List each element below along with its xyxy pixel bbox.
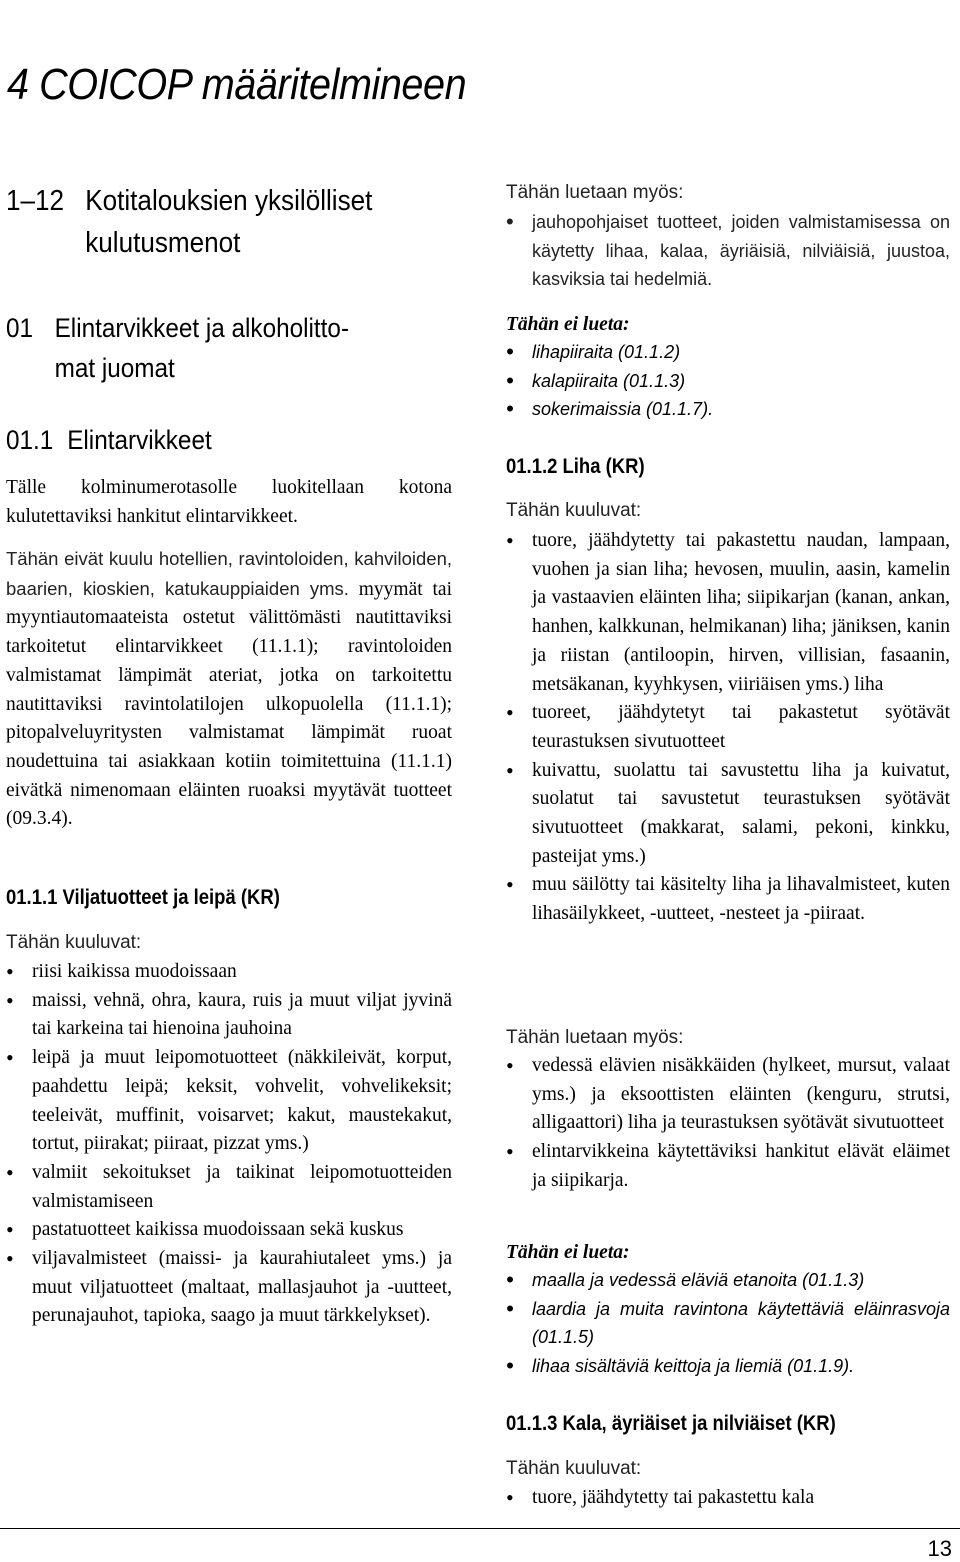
excludes-label: Tähän ei lueta: <box>506 314 630 335</box>
heading-number: 1–12 <box>6 185 65 217</box>
excludes-list <box>506 338 950 424</box>
list-item: • elintarvikkeina käytettäviksi hankitut elävät eläimet ja siipikarja. <box>506 1138 950 1195</box>
also-label: Tähän luetaan myös: <box>506 182 684 203</box>
footer-rule <box>0 1528 960 1529</box>
chapter-title: 4 COICOP määritelmineen <box>7 60 467 109</box>
list-item: • kuivattu, suolattu tai savustettu liha ja kuivatut, suolatut tai savustetut teurastuksen syötävät sivutuotteet (makkarat, salami, pekoni, kinkku, pasteijat yms.) <box>506 757 950 872</box>
heading-1-12 <box>6 180 372 264</box>
includes-list <box>506 527 950 929</box>
includes-label: Tähän kuuluvat: <box>6 932 142 953</box>
heading-01-1 <box>6 420 212 460</box>
list-item: • maalla ja vedessä eläviä etanoita (01.1.3) <box>506 1266 950 1295</box>
includes-list <box>506 1484 950 1513</box>
heading-text-cont: mat juomat <box>54 353 175 383</box>
heading-text: Kotitalouksien yksilölliset <box>85 185 373 217</box>
list-item: • tuoreet, jäähdytetyt tai pakastetut syötävät teurastuksen sivutuotteet <box>506 699 950 756</box>
also-label: Tähän luetaan myös: <box>506 1027 684 1048</box>
includes-label: Tähän kuuluvat: <box>506 1458 642 1479</box>
section-title-01-1-2: 01.1.2 Liha (KR) <box>506 455 645 478</box>
list-item: • vedessä elävien nisäkkäiden (hylkeet, mursut, valaat yms.) ja eksoottisten eläinten (kenguru, strutsi, alligaattori) liha ja teurastuksen syötävät sivutuotteet <box>506 1052 950 1138</box>
list-item: • kalapiiraita (01.1.3) <box>506 367 950 396</box>
includes-list <box>6 958 452 1331</box>
heading-01 <box>6 308 349 388</box>
heading-number: 01 <box>6 313 34 343</box>
list-item: • tuore, jäähdytetty tai pakastettu kala <box>506 1484 950 1513</box>
heading-text: Elintarvikkeet <box>67 425 212 455</box>
heading-text: Elintarvikkeet ja alkoholitto- <box>54 313 350 343</box>
list-item: • pastatuotteet kaikissa muodoissaan sekä kuskus <box>6 1216 452 1245</box>
list-item: • lihapiiraita (01.1.2) <box>506 338 950 367</box>
also-list <box>506 1052 950 1196</box>
exclusions-text: myymät tai myyntiautomaateista ostetut välittömästi nautittaviksi tarkoitetut elintarvikkeet (11.1.1); ravintoloiden valmistamat lämpimät ateriat, jotka on tarkoitettu nautittaviksi ravintolatilojen ulkopuolella (11.1.1); pitopalveluyritysten valmistamat lämpimät ruoat noudettuina tai asiakkaan kotiin toimitettuina (11.1.1) eivätkä nimenomaan eläinten ruoaksi myytävät tuotteet (09.3.4). <box>6 578 452 830</box>
list-item: • lihaa sisältäviä keittoja ja liemiä (01.1.9). <box>506 1352 950 1381</box>
heading-text-cont: kulutusmenot <box>85 227 241 259</box>
exclusions-intro: Tähän eivät kuulu hotellien, ravintoloiden, kahviloiden, baarien, kioskien, katukauppiaiden yms. <box>6 548 452 599</box>
list-item: • muu säilötty tai käsitelty liha ja lihavalmisteet, kuten lihasäilykkeet, -uutteet, -nesteet ja -piiraat. <box>506 871 950 928</box>
list-item: • laardia ja muita ravintona käytettäviä eläinrasvoja (01.1.5) <box>506 1295 950 1352</box>
list-item: • riisi kaikissa muodoissaan <box>6 958 452 987</box>
page-number: 13 <box>927 1536 952 1561</box>
list-item: • jauhopohjaiset tuotteet, joiden valmistamisessa on käytetty lihaa, kalaa, äyriäisiä, nilviäisiä, juustoa, kasviksia tai hedelmiä. <box>506 208 950 294</box>
paragraph-intro: Tälle kolminumerotasolle luokitellaan kotona kulutettaviksi hankitut elintarvikkeet. <box>6 477 452 527</box>
section-title-01-1-3: 01.1.3 Kala, äyriäiset ja nilviäiset (KR) <box>506 1412 836 1435</box>
list-item: • leipä ja muut leipomotuotteet (näkkileivät, korput, paahdettu leipä; keksit, vohvelit, vohvelikeksit; teeleivät, muffinit, voisarvet; kakut, maustekakut, tortut, piirakat; piiraat, pizzat yms.) <box>6 1044 452 1159</box>
list-item: • viljavalmisteet (maissi- ja kaurahiutaleet yms.) ja muut viljatuotteet (maltaat, mallasjauhot ja -uutteet, perunajauhot, tapioka, saago ja muut tärkkelykset). <box>6 1245 452 1331</box>
list-item: • maissi, vehnä, ohra, kaura, ruis ja muut viljat jyvinä tai karkeina tai hienoina jauhoina <box>6 987 452 1044</box>
includes-label: Tähän kuuluvat: <box>506 500 642 521</box>
list-item: • sokerimaissia (01.1.7). <box>506 395 950 424</box>
list-item: • tuore, jäähdytetty tai pakastettu naudan, lampaan, vuohen ja sian liha; hevosen, muulin, aasin, kamelin ja vastaavien eläinten liha; siipikarjan (kanan, ankan, hanhen, kalkkunan, helmikanan) liha; jäniksen, kanin ja riistan (antiloopin, hirven, villisian, fasaanin, metsäkanan, kyyhkysen, viiriäisen yms.) liha <box>506 527 950 699</box>
also-list <box>506 208 950 294</box>
section-title-01-1-1: 01.1.1 Viljatuotteet ja leipä (KR) <box>6 886 280 909</box>
excludes-list <box>506 1266 950 1381</box>
heading-number: 01.1 <box>6 425 54 455</box>
list-item: • valmiit sekoitukset ja taikinat leipomotuotteiden valmistamiseen <box>6 1159 452 1216</box>
excludes-label: Tähän ei lueta: <box>506 1242 630 1263</box>
paragraph-exclusions <box>6 545 452 834</box>
